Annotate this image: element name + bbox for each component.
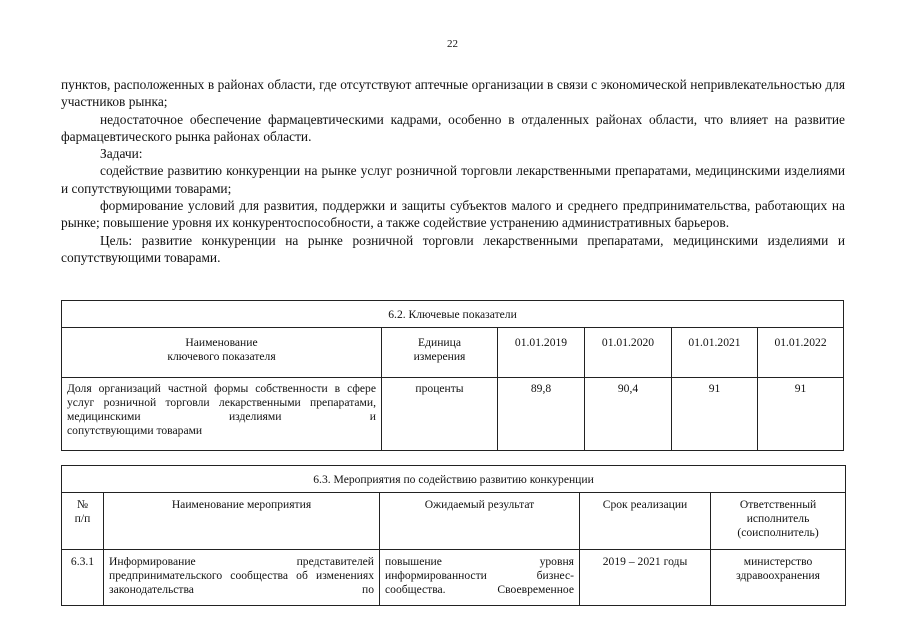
column-header: Единица измерения	[382, 328, 498, 378]
column-header: 01.01.2021	[672, 328, 758, 378]
table-cell: проценты	[382, 378, 498, 451]
table-cell: Информирование представителей предпринимательского сообщества об изменениях законодательства по	[104, 550, 380, 606]
table-cell: министерство здравоохранения	[711, 550, 846, 606]
paragraph: недостаточное обеспечение фармацевтическими кадрами, особенно в отдаленных районах области, что влияет на развитие фармацевтического рынка районах области.	[61, 111, 845, 144]
activities-table	[61, 465, 846, 606]
paragraph: содействие развитию конкуренции на рынке услуг розничной торговли лекарственными препаратами, медицинскими изделиями и сопутствующими товарами;	[61, 163, 845, 196]
body-text	[61, 76, 845, 266]
table-caption: 6.3. Мероприятия по содействию развитию конкуренции	[62, 466, 846, 493]
table-cell: Доля организаций частной формы собственности в сфере услуг розничной торговли лекарственными препаратами, медицинскими изделиями и сопутствующими товарами	[62, 378, 382, 451]
column-header: № п/п	[62, 493, 104, 550]
paragraph: Задачи:	[100, 146, 143, 162]
table-cell: 91	[672, 378, 758, 451]
page-number: 22	[447, 38, 458, 50]
column-header: Ответственный исполнитель (соисполнитель)	[711, 493, 846, 550]
table-cell: 89,8	[498, 378, 585, 451]
column-header: 01.01.2020	[585, 328, 672, 378]
table-cell: 90,4	[585, 378, 672, 451]
column-header: Срок реализации	[580, 493, 711, 550]
key-indicators-table	[61, 300, 844, 451]
table-row	[62, 550, 846, 606]
table-cell: 2019 – 2021 годы	[580, 550, 711, 606]
table-row	[62, 378, 844, 451]
table-cell: 91	[758, 378, 844, 451]
table-header-row	[62, 493, 846, 550]
paragraph: Цель: развитие конкуренции на рынке розничной торговли лекарственными препаратами, медицинскими изделиями и сопутствующими товарами.	[61, 232, 845, 265]
table-caption: 6.2. Ключевые показатели	[62, 301, 844, 328]
table-cell: повышение уровня информированности бизнес-сообщества. Своевременное	[380, 550, 580, 606]
column-header: Наименование ключевого показателя	[62, 328, 382, 378]
column-header: 01.01.2019	[498, 328, 585, 378]
column-header: 01.01.2022	[758, 328, 844, 378]
column-header: Ожидаемый результат	[380, 493, 580, 550]
table-cell: 6.3.1	[62, 550, 104, 606]
paragraph: формирование условий для развития, поддержки и защиты субъектов малого и среднего предпринимательства, работающих на рынке; повышение уровня их конкурентоспособности, а также содействие устранению административных барьеров.	[61, 198, 845, 231]
table-header-row	[62, 328, 844, 378]
column-header: Наименование мероприятия	[104, 493, 380, 550]
paragraph: пунктов, расположенных в районах области, где отсутствуют аптечные организации в связи с экономической непривлекательностью для участников рынка;	[61, 77, 845, 110]
